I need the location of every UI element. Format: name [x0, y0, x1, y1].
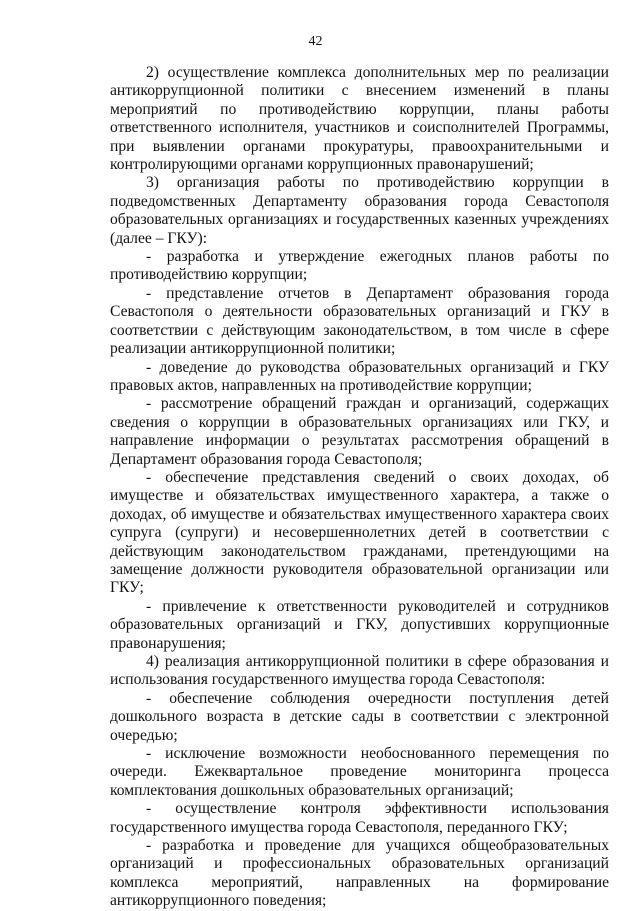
page-number: 42 [308, 34, 323, 49]
paragraph: - разработка и проведение для учащихся общеобразовательных организаций и профессиональных образовательных организаций комплекса мероприятий, направленных на формирование антикоррупционного поведения; [110, 837, 609, 910]
paragraph: - обеспечение соблюдения очередности поступления детей дошкольного возраста в детские сады в соответствии с электронной очередью; [110, 689, 609, 744]
paragraph: - обеспечение представления сведений о своих доходах, об имуществе и обязательствах имущественного характера, а также о доходах, об имуществе и обязательствах имущественного характера своих супруга (супруги) и несовершеннолетних детей в соответствии с действующим законодательством гражданами, претендующими на замещение должности руководителя образовательной организации или ГКУ; [110, 468, 609, 597]
paragraph: - разработка и утверждение ежегодных планов работы по противодействию коррупции; [110, 248, 609, 284]
paragraph: - рассмотрение обращений граждан и организаций, содержащих сведения о коррупции в образовательных организациях или ГКУ, и направление информации о результатах рассмотрения обращений в Департамент образования города Севастополя; [110, 395, 609, 468]
paragraph: - привлечение к ответственности руководителей и сотрудников образовательных организаций и ГКУ, допустивших коррупционные правонарушения; [110, 597, 609, 652]
paragraph: - исключение возможности необоснованного перемещения по очереди. Ежеквартальное проведение мониторинга процесса комплектования дошкольных образовательных организаций; [110, 745, 609, 799]
paragraph: - доведение до руководства образовательных организаций и ГКУ правовых актов, направленных на противодействие коррупции; [110, 358, 609, 394]
paragraph: 3) организация работы по противодействию коррупции в подведомственных Департаменту образования города Севастополя образовательных организациях и государственных казенных учреждениях (далее – ГКУ): [110, 174, 609, 247]
paragraph: - осуществление контроля эффективности использования государственного имущества города Севастополя, переданного ГКУ; [110, 800, 609, 836]
paragraph: 2) осуществление комплекса дополнительных мер по реализации антикоррупционной политики с внесением изменений в планы мероприятий по противодействию коррупции, планы работы ответственного исполнителя, участников и соисполнителей Программы, при выявлении органами прокуратуры, правоохранительными и контролирующими органами коррупционных правонарушений; [110, 64, 609, 174]
paragraph: - представление отчетов в Департамент образования города Севастополя о деятельности образовательных организаций и ГКУ в соответствии с действующим законодательством, в том числе в сфере реализации антикоррупционной политики; [110, 284, 609, 358]
document-body [110, 64, 609, 911]
paragraph: 4) реализация антикоррупционной политики в сфере образования и использования государственного имущества города Севастополя: [110, 653, 609, 689]
